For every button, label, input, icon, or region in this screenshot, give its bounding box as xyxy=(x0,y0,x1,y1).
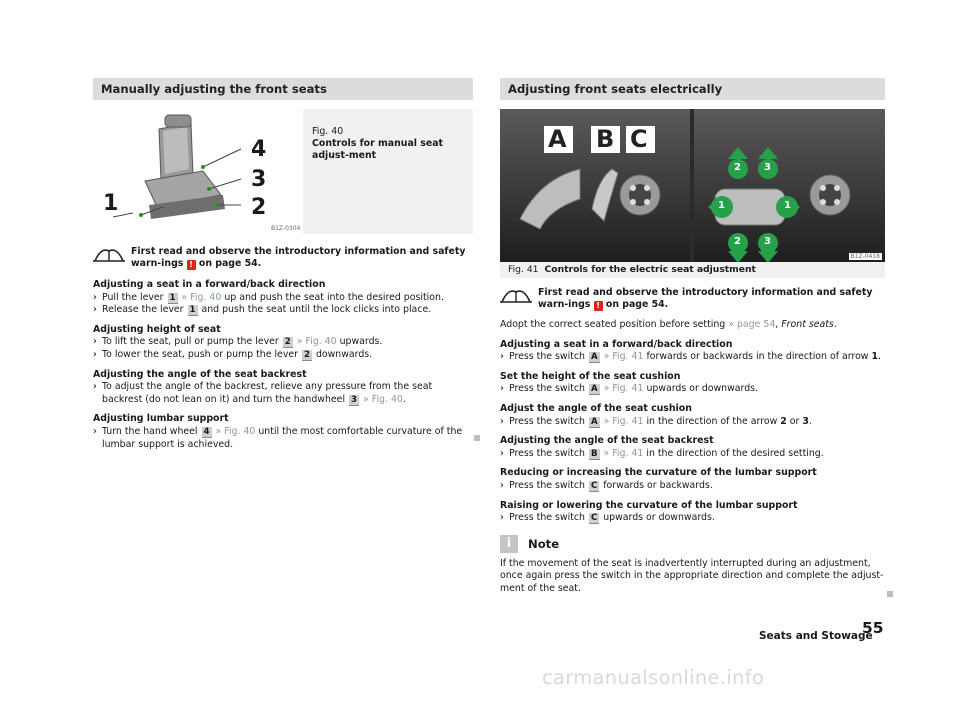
instruction-step xyxy=(93,381,473,406)
figure-reference-link[interactable]: » Fig. 40 xyxy=(296,336,337,348)
arrow-label: 1 xyxy=(718,200,725,211)
warning-tail: on page 54. xyxy=(198,258,262,269)
step-arrow-icon: › xyxy=(500,512,504,524)
arrow-label: 3 xyxy=(764,236,771,247)
step-arrow-icon: › xyxy=(93,348,97,360)
figure-reference-link[interactable]: » Fig. 41 xyxy=(603,447,644,459)
instruction-step xyxy=(500,512,885,525)
arrow-number: 3 xyxy=(802,415,809,427)
callout-1: 1 xyxy=(103,191,119,216)
arrow-label: 2 xyxy=(734,236,741,247)
page-reference-link[interactable]: » page 54 xyxy=(728,319,776,330)
step-text: Release the lever xyxy=(102,304,184,316)
figure-reference-link[interactable]: » Fig. 40 xyxy=(215,425,256,437)
callout-3: 3 xyxy=(251,167,267,192)
figure-reference-link[interactable]: » Fig. 41 xyxy=(603,351,644,363)
step-text: forwards or backwards. xyxy=(603,479,713,491)
note-text: If the movement of the seat is inadvertently interrupted during an adjustment, once again press the switch in the appropriate direction and complete the adjust-ment of the seat. xyxy=(500,557,884,594)
warning-note xyxy=(500,287,885,313)
arrow-label: 1 xyxy=(784,200,791,211)
step-arrow-icon: › xyxy=(500,415,504,427)
step-arrow-icon: › xyxy=(93,381,97,393)
instruction-step xyxy=(93,336,473,349)
left-instructions xyxy=(93,279,473,451)
step-text: Press the switch xyxy=(509,415,585,427)
step-text: or xyxy=(789,415,800,427)
figure-reference-link[interactable]: » Fig. 40 xyxy=(363,393,403,405)
intro-section-name: Front seats xyxy=(781,319,834,330)
warning-tail: on page 54. xyxy=(605,299,669,310)
arrow-label: 2 xyxy=(734,162,741,173)
figure-caption xyxy=(312,126,472,162)
step-text: downwards. xyxy=(315,348,373,360)
section-title: Adjusting front seats electrically xyxy=(500,78,885,100)
step-arrow-icon: › xyxy=(500,351,504,363)
step-text: Press the switch xyxy=(509,479,585,491)
warning-icon: ! xyxy=(187,260,196,270)
book-icon xyxy=(93,246,125,262)
instruction-step xyxy=(93,292,473,305)
step-arrow-icon: › xyxy=(93,336,97,348)
step-text: Press the switch xyxy=(509,447,585,459)
figure-reference-link[interactable]: » Fig. 40 xyxy=(181,291,222,303)
instruction-heading: Set the height of the seat cushion xyxy=(500,370,681,382)
figure-title: Controls for manual seat adjust-ment xyxy=(312,138,443,161)
figure-40 xyxy=(93,109,473,234)
step-text: upwards. xyxy=(339,336,383,348)
instruction-step xyxy=(500,448,885,461)
control-key-label: C xyxy=(590,513,598,524)
step-text: To lower the seat, push or pump the lever xyxy=(102,348,298,360)
step-end: . xyxy=(808,415,812,427)
step-text: To lift the seat, pull or pump the lever xyxy=(102,336,279,348)
instruction-heading: Adjusting a seat in a forward/back direction xyxy=(93,279,326,290)
step-arrow-icon: › xyxy=(93,291,97,303)
switch-label-c: C xyxy=(630,125,648,153)
figure-number: Fig. 41 xyxy=(508,264,539,275)
instruction-heading: Adjusting lumbar support xyxy=(93,413,229,425)
page-number: 55 xyxy=(862,619,884,637)
instruction-step xyxy=(500,383,885,396)
note-header xyxy=(500,535,885,553)
step-text: . xyxy=(402,393,406,405)
figure-code: B1Z-0418 xyxy=(850,253,880,260)
left-column xyxy=(93,78,473,451)
control-key-label: 1 xyxy=(169,292,176,303)
step-text: Turn the hand wheel xyxy=(102,425,198,437)
instruction-step xyxy=(500,351,885,364)
step-text: Press the switch xyxy=(509,512,585,524)
instruction-heading: Reducing or increasing the curvature of the lumbar support xyxy=(500,467,817,479)
instruction-heading: Adjusting the angle of the seat backrest xyxy=(93,368,307,380)
step-text: upwards or downwards. xyxy=(646,383,759,395)
figure-code: B1Z-0304 xyxy=(271,225,301,232)
instruction-heading: Adjusting the angle of the seat backrest xyxy=(500,435,714,447)
switch-label-b: B xyxy=(596,125,615,153)
step-text: until the most comfortable curvature of the lumbar support is achieved. xyxy=(102,425,463,450)
section-title: Manually adjusting the front seats xyxy=(93,78,473,100)
control-key-label: 1 xyxy=(189,305,196,316)
switch-label-a: A xyxy=(548,125,567,153)
right-column xyxy=(500,78,885,596)
control-key-label: A xyxy=(590,352,598,363)
instruction-heading: Adjusting a seat in a forward/back direction xyxy=(500,338,733,350)
control-key-label: 2 xyxy=(284,337,291,348)
instruction-heading: Raising or lowering the curvature of the lumbar support xyxy=(500,499,798,511)
instruction-step xyxy=(93,349,473,362)
footer-chapter: Seats and Stowage xyxy=(759,630,873,642)
callout-2: 2 xyxy=(251,195,267,220)
section-end-mark xyxy=(474,435,480,441)
control-key-label: B xyxy=(590,448,598,459)
warning-text: First read and observe the introductory information and safety warn-ings xyxy=(538,287,873,310)
control-key-label: 3 xyxy=(351,394,358,405)
instruction-step xyxy=(93,426,473,451)
step-text: in the direction of the desired setting. xyxy=(646,447,824,459)
figure-reference-link[interactable]: » Fig. 41 xyxy=(603,383,644,395)
instruction-step xyxy=(500,416,885,429)
control-key-label: A xyxy=(590,384,598,395)
info-icon: i xyxy=(500,535,518,553)
instruction-heading: Adjust the angle of the seat cushion xyxy=(500,402,692,414)
warning-icon: ! xyxy=(594,301,603,311)
callout-4: 4 xyxy=(251,137,267,162)
control-key-label: C xyxy=(590,480,598,491)
step-text: upwards or downwards. xyxy=(603,512,715,524)
step-arrow-icon: › xyxy=(93,304,97,316)
arrow-label: 3 xyxy=(764,162,771,173)
intro-text: Adopt the correct seated position before setting xyxy=(500,319,726,330)
control-key-label: 2 xyxy=(303,349,310,360)
step-end: . xyxy=(878,351,881,363)
arrow-number: 1 xyxy=(871,351,878,363)
instruction-step xyxy=(93,304,473,317)
intro-paragraph xyxy=(500,319,885,332)
step-arrow-icon: › xyxy=(93,425,97,437)
control-key-label: 4 xyxy=(203,426,210,437)
figure-reference-link[interactable]: » Fig. 41 xyxy=(603,415,644,427)
figure-title: Controls for the electric seat adjustment xyxy=(544,264,756,275)
figure-caption xyxy=(500,262,885,278)
right-instructions xyxy=(500,339,885,525)
section-end-mark xyxy=(887,591,893,597)
step-text: up and push the seat into the desired position. xyxy=(224,291,444,303)
seat-photo xyxy=(93,109,303,234)
step-text: in the direction of the arrow xyxy=(646,415,778,427)
instruction-step xyxy=(500,480,885,493)
note-title: Note xyxy=(528,536,560,551)
step-arrow-icon: › xyxy=(500,383,504,395)
step-text: forwards or backwards in the direction of arrow xyxy=(646,351,869,363)
step-text: Pull the lever xyxy=(102,291,164,303)
instruction-heading: Adjusting height of seat xyxy=(93,323,221,335)
control-key-label: A xyxy=(590,416,598,427)
warning-text: First read and observe the introductory information and safety warn-ings xyxy=(131,246,466,269)
step-arrow-icon: › xyxy=(500,447,504,459)
step-text: and push the seat until the lock clicks into place. xyxy=(201,304,432,316)
warning-note xyxy=(93,246,473,272)
figure-41-photo xyxy=(500,109,885,262)
book-icon xyxy=(500,287,532,303)
step-text: To adjust the angle of the backrest, relieve any pressure from the seat backrest (do not lean on it) and turn the handwheel xyxy=(102,381,433,405)
watermark: carmanualsonline.info xyxy=(542,666,765,689)
intro-end: . xyxy=(833,319,837,330)
figure-number: Fig. 40 xyxy=(312,126,344,137)
intro-comma: , xyxy=(775,319,779,330)
arrow-number: 2 xyxy=(780,415,787,427)
step-arrow-icon: › xyxy=(500,479,504,491)
step-text: Press the switch xyxy=(509,351,585,363)
step-text: Press the switch xyxy=(509,383,585,395)
